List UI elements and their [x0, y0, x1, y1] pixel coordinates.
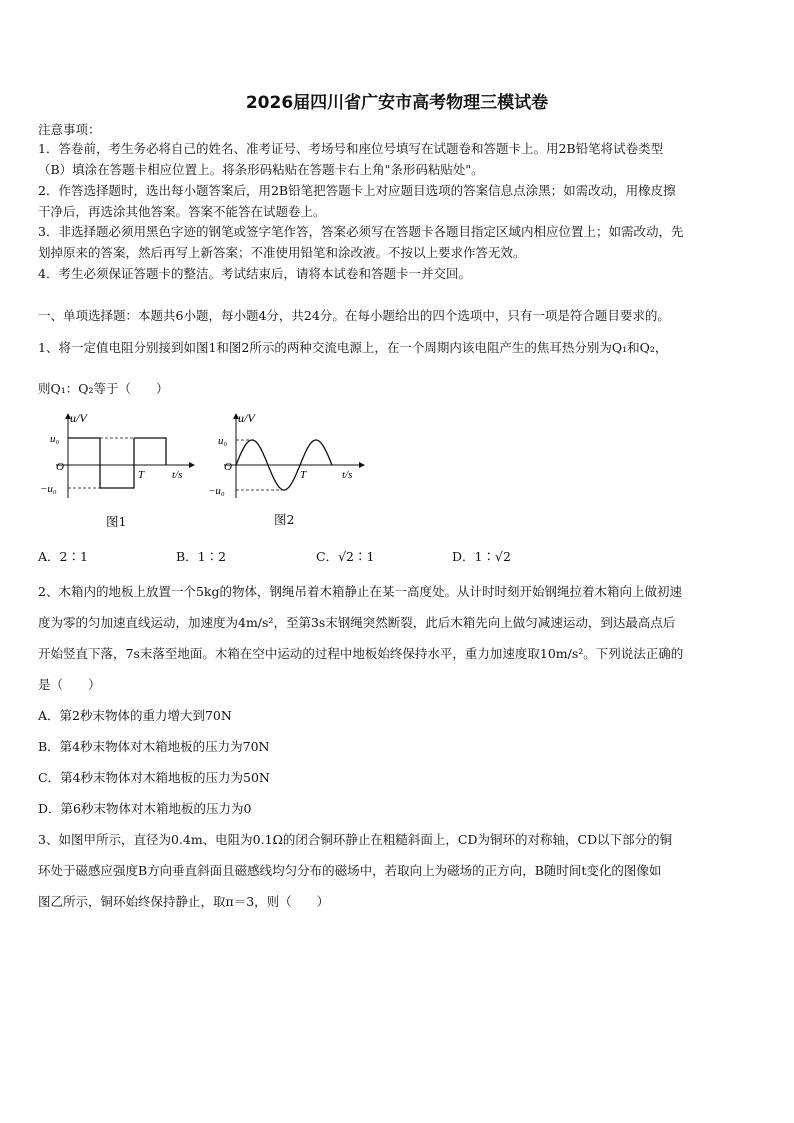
q2-option-b[interactable]: B．第4秒末物体对木箱地板的压力为70N [38, 739, 270, 754]
notice-line: 划掉原来的答案，然后再写上新答案；不准使用铅笔和涂改液。不按以上要求作答无效。 [38, 245, 526, 260]
question-3-stem: 图乙所示，铜环始终保持静止，取π＝3，则（ ） [38, 894, 330, 909]
notice-line: 1．答卷前，考生务必将自己的姓名、准考证号、考场号和座位号填写在试题卷和答题卡上。用2B铅笔将试卷类型 [38, 141, 664, 156]
neg-u0-label: −u₀ [208, 485, 225, 497]
period-label: T [138, 469, 145, 481]
question-3-stem: 环处于磁感应强度B方向垂直斜面且磁感线均匀分布的磁场中，若取向上为磁场的正方向，B随时间t变化的图像如 [38, 863, 662, 878]
question-2-stem: 开始竖直下落，7s末落至地面。木箱在空中运动的过程中地板始终保持水平，重力加速度取10m/s²。下列说法正确的 [38, 646, 684, 661]
question-2-stem: 度为零的匀加速直线运动，加速度为4m/s²，至第3s末钢绳突然断裂，此后木箱先向上做匀减速运动，到达最高点后 [38, 615, 676, 630]
x-axis-label: t/s [172, 469, 183, 481]
q2-option-d[interactable]: D．第6秒末物体对木箱地板的压力为0 [38, 801, 252, 816]
neg-u0-label: −u₀ [40, 483, 57, 495]
notice-line: （B）填涂在答题卡相应位置上。将条形码粘贴在答题卡右上角"条形码粘贴处"。 [38, 162, 484, 177]
y-axis-label: u/V [70, 411, 87, 425]
x-axis-label: t/s [342, 469, 353, 481]
origin-label: O [224, 461, 232, 473]
period-label: T [300, 469, 307, 481]
notice-line: 2．作答选择题时，选出每小题答案后，用2B铅笔把答题卡上对应题目选项的答案信息点涂黑；如需改动，用橡皮擦 [38, 183, 676, 198]
notice-line: 4．考生必须保证答题卡的整洁。考试结束后，请将本试卷和答题卡一并交回。 [38, 266, 471, 281]
figure-1-square-wave [40, 408, 200, 504]
question-2-stem: 2、木箱内的地板上放置一个5kg的物体，钢绳吊着木箱静止在某一高度处。从计时时刻开始钢绳拉着木箱向上做初速 [38, 584, 682, 599]
q2-option-c[interactable]: C．第4秒末物体对木箱地板的压力为50N [38, 770, 270, 785]
figure-2-sine-wave [206, 408, 370, 504]
square-wave-trace [68, 438, 134, 488]
q1-option-d[interactable]: D．1∶√2 [452, 549, 511, 564]
u0-label: u₀ [218, 435, 228, 447]
question-2-stem: 是（ ） [38, 677, 101, 692]
u0-label: u₀ [50, 433, 60, 445]
page-title: 2026届四川省广安市高考物理三模试卷 [245, 93, 549, 113]
question-1-stem: 1、将一定值电阻分别接到如图1和图2所示的两种交流电源上，在一个周期内该电阻产生的焦耳热分别为Q₁和Q₂， [38, 340, 668, 355]
origin-label: O [56, 461, 64, 473]
square-wave-trace [134, 438, 166, 465]
notice-line: 干净后，再选涂其他答案。答案不能答在试题卷上。 [38, 204, 326, 219]
question-1-stem: 则Q₁：Q₂等于（ ） [38, 381, 169, 396]
question-3-stem: 3、如图甲所示，直径为0.4m、电阻为0.1Ω的闭合铜环静止在粗糙斜面上，CD为铜环的对称轴，CD以下部分的铜 [38, 832, 673, 847]
notice-line: 3．非选择题必须用黑色字迹的钢笔或签字笔作答，答案必须写在答题卡各题目指定区域内相应位置上；如需改动，先 [38, 224, 684, 239]
figure-1-caption: 图1 [106, 514, 127, 529]
y-axis-label: u/V [238, 411, 255, 425]
q1-option-c[interactable]: C．√2∶1 [316, 549, 375, 564]
figure-2-caption: 图2 [274, 512, 295, 527]
q1-option-a[interactable]: A．2∶1 [38, 549, 88, 564]
q1-option-b[interactable]: B．1∶2 [176, 549, 227, 564]
q2-option-a[interactable]: A．第2秒末物体的重力增大到70N [38, 708, 232, 723]
section-heading: 一、单项选择题：本题共6小题，每小题4分，共24分。在每小题给出的四个选项中，只有一项是符合题目要求的。 [38, 308, 670, 323]
notice-heading: 注意事项： [38, 122, 101, 137]
